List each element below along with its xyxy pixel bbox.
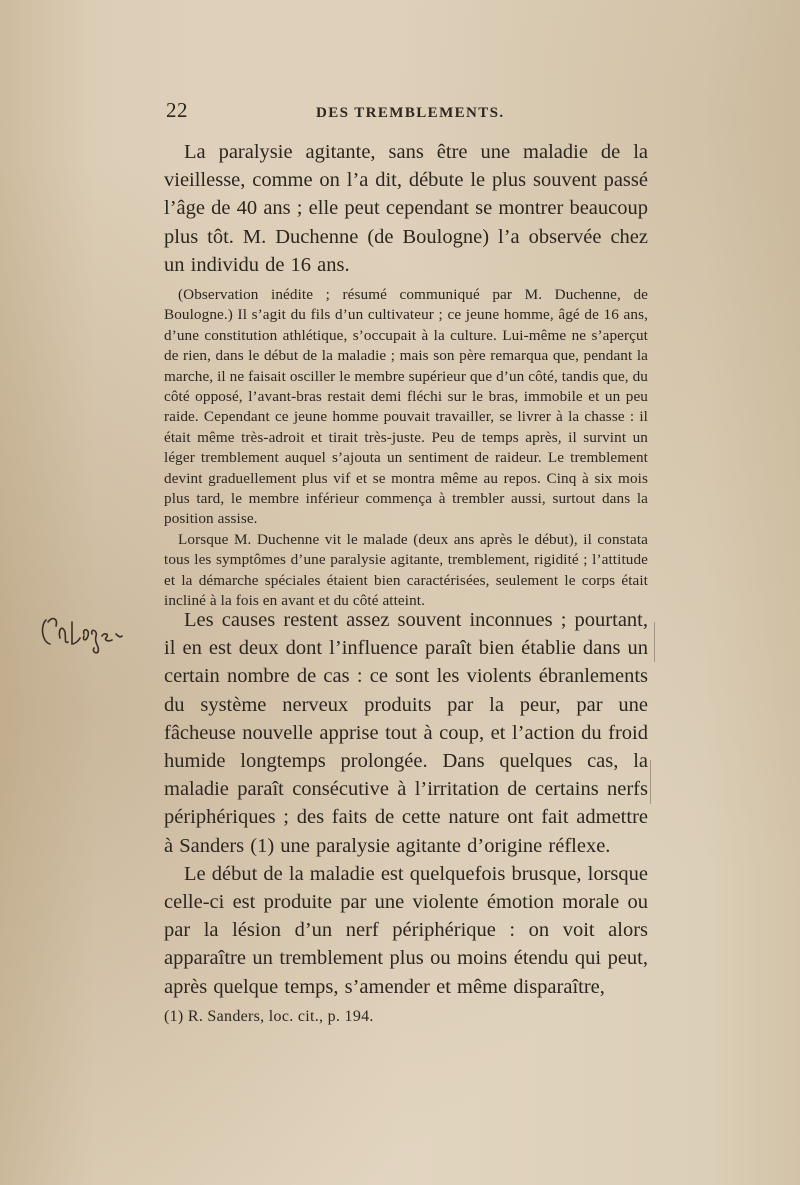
causes-paragraph: Les causes restent assez souvent inconnues ; pourtant, il en est deux dont l’influence paraît bien établie dans un certain nombre de cas : ce sont les violents ébranlements du système nerveux produits par la peur, par une fâcheuse nouvelle apprise tout à coup, et l’action du froid humide longtemps prolongée. Dans quelques cas, la maladie paraît consécutive à l’irritation de certains nerfs périphériques ; des faits de cette nature ont fait admettre à Sanders (1) une paralysie agitante d’origine réflexe.	[164, 609, 648, 857]
footnote: (1) R. Sanders, loc. cit., p. 194.	[164, 1008, 374, 1025]
page-header	[166, 98, 636, 128]
page-number: 22	[166, 98, 188, 122]
margin-pencil-mark	[650, 760, 651, 804]
margin-pencil-mark	[654, 622, 655, 662]
main-text-block	[164, 606, 648, 1001]
observation-block	[164, 285, 648, 612]
observation-paragraph: Lorsque M. Duchenne vit le malade (deux ans après le début), il constata tous les symptômes d’une paralysie agitante, tremblement, rigidité ; l’attitude et la démarche spéciales étaient bien caractérisées, seulement le corps était incliné à la fois en avant et du côté atteint.	[164, 530, 648, 610]
onset-paragraph: Le début de la maladie est quelquefois brusque, lorsque celle-ci est produite par une violente émotion morale ou par la lésion d’un nerf périphérique : on voit alors apparaître un tremblement plus ou moins étendu qui peut, après quelque temps, s’amender et même disparaître,	[164, 862, 648, 998]
opening-paragraph: La paralysie agitante, sans être une maladie de la vieillesse, comme on l’a dit, débute le plus souvent passé l’âge de 40 ans ; elle peut cependant se montrer beaucoup plus tôt. M. Duchenne (de Boulogne) l’a observée chez un individu de 16 ans.	[164, 141, 648, 276]
running-title: DES TREMBLEMENTS.	[316, 105, 505, 121]
observation-paragraph: (Observation inédite ; résumé communiqué par M. Duchenne, de Boulogne.) Il s’agit du fils d’un cultivateur ; ce jeune homme, âgé de 16 ans, d’une constitution athlétique, s’occupait à la culture. Lui-même ne s’aperçut de rien, dans le début de la maladie ; mais son père remarqua que, pendant la marche, il ne faisait osciller le membre supérieur que d’un côté, tandis que, du côté opposé, l’avant-bras restait demi fléchi sur le bras, immobile et un peu raide. Cependant ce jeune homme pouvait travailler, se livrer à la chasse : il était même très-adroit et tirait très-juste. Peu de temps après, il survint un léger tremblement auquel s’ajouta un sentiment de raideur. Le tremblement devint graduellement plus vif et se montra même au repos. Cinq à six mois plus tard, le membre inférieur commença à trembler aussi, surtout dans la position assise.	[164, 286, 648, 528]
handwritten-margin-note	[38, 608, 128, 658]
opening-paragraph-block	[164, 138, 648, 279]
